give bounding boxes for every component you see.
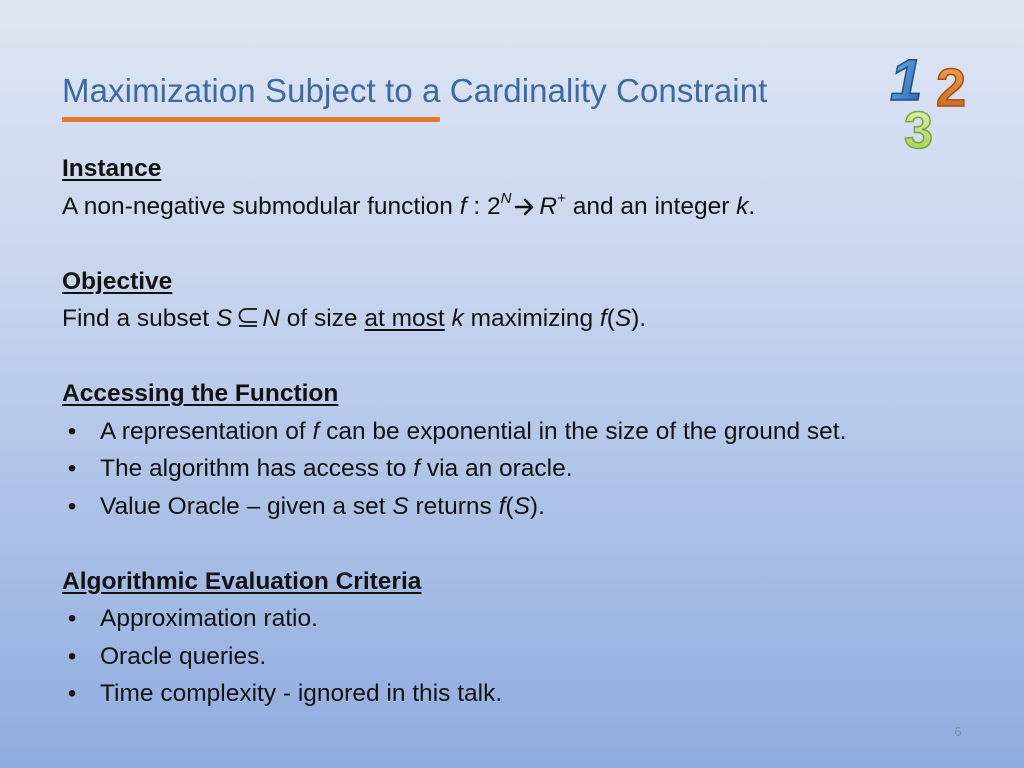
list-item: • The algorithm has access to f via an oracle. [62,450,1002,488]
slide-title: Maximization Subject to a Cardinality Constraint [62,72,768,109]
page-number: 6 [954,724,962,739]
list-item: • Approximation ratio. [62,600,1002,638]
bullet-icon: • [67,605,77,632]
bullet-icon: • [67,455,77,482]
bullet-icon: • [67,642,77,670]
title-underline-rule [62,117,440,122]
instance-heading: Instance [62,155,162,182]
bullet-icon: • [67,492,77,520]
bullet-icon: • [67,417,77,445]
subset-equal-icon [236,306,260,328]
numbers-logo-icon [886,44,986,154]
accessing-heading: Accessing the Function [62,380,339,407]
criteria-heading: Algorithmic Evaluation Criteria [62,567,422,595]
bullet-icon: • [67,680,77,707]
list-item: • A representation of f can be exponential in the size of the ground set. [62,413,1002,451]
logo-digit-three: 3 [904,102,933,154]
objective-text: Find a subset S N of size at most k maximizing f(S). [62,305,647,332]
list-item: • Value Oracle – given a set S returns f(S). [62,488,1002,526]
logo-digit-two: 2 [936,58,967,118]
right-arrow-icon [514,197,536,217]
objective-heading: Objective [62,267,173,295]
logo-digit-one: 1 [890,48,923,113]
list-item: • Time complexity - ignored in this talk. [62,675,1002,713]
instance-text: A non-negative submodular function f : $2^N$ R+ and an integer k. [62,190,756,220]
slide-body [62,150,1002,713]
list-item: • Oracle queries. [62,638,1002,676]
